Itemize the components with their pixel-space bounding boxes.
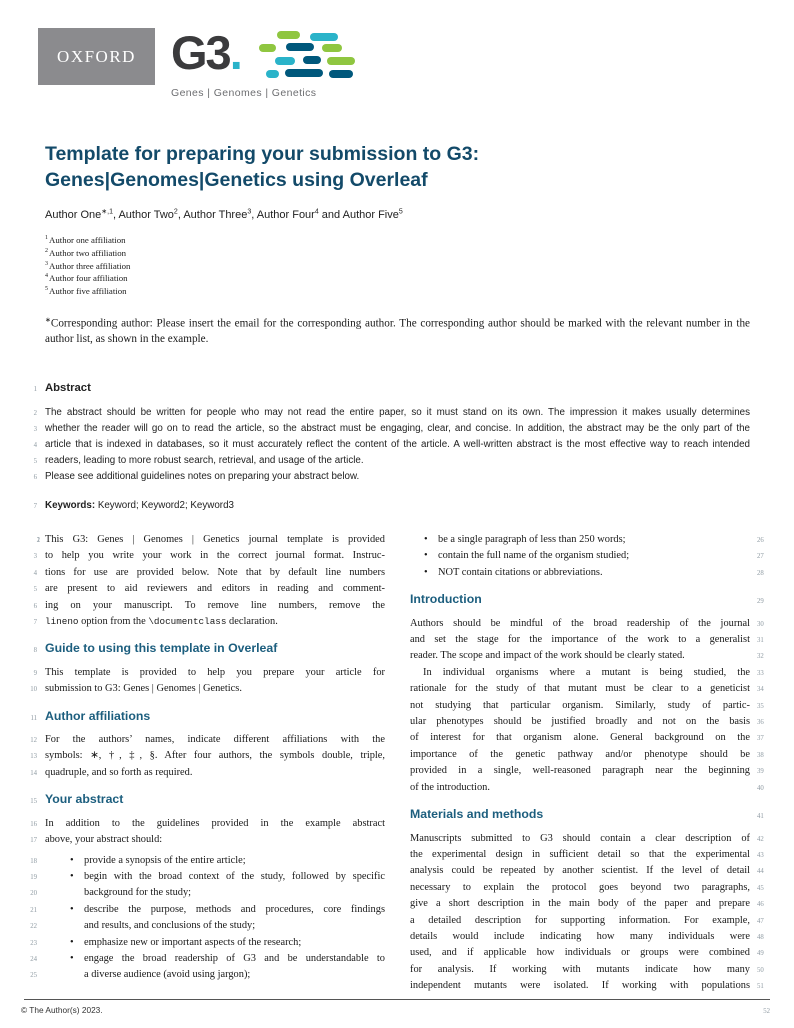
line-number: 28 (757, 569, 764, 577)
line-number: 33 (757, 669, 764, 677)
bullet-line: • NOT contain citations or abbreviations. 28 (410, 565, 770, 581)
abstract-body (24, 405, 770, 485)
line-number: 36 (757, 719, 764, 727)
text-line: 5 are present to aid reviewers and editors in reading and comment- (24, 581, 385, 597)
line-number: 46 (757, 901, 764, 909)
text-line: provided in a single, well-reasoned paragraph near the beginning 39 (410, 763, 770, 779)
text-line: 10 submission to G3: Genes | Genomes | Genetics. (24, 681, 385, 697)
section-heading: Your abstract (45, 792, 124, 807)
line-number: 3 (33, 426, 37, 433)
authors-line (45, 207, 749, 221)
line-number: 49 (757, 950, 764, 958)
line-number: 26 (757, 537, 764, 544)
line-number: 15 (30, 798, 37, 806)
g3-logo (171, 28, 357, 99)
line-number: 5 (33, 586, 37, 594)
line-number: 6 (33, 602, 37, 610)
section-heading: Author affiliations (45, 708, 151, 723)
line-number: 52 (763, 1007, 770, 1015)
section-heading-row (24, 792, 385, 809)
line-number: 50 (757, 966, 764, 974)
line-number: 7 (33, 503, 37, 510)
line-number: 12 (30, 737, 37, 745)
line-number: 18 (30, 857, 37, 865)
line-number: 39 (757, 768, 764, 776)
section-heading-row (24, 709, 385, 726)
line-number: 7 (33, 619, 37, 627)
keywords-label: Keywords: (45, 500, 96, 511)
line-number: 5 (33, 458, 37, 465)
bullet-line: 20 background for the study; (24, 885, 385, 901)
line-number: 22 (30, 923, 37, 931)
bullet-line: 21 • describe the purpose, methods and procedures, core findings (24, 902, 385, 918)
line-number: 44 (757, 868, 764, 876)
paragraph (24, 816, 385, 849)
line-number: 48 (757, 933, 764, 941)
affiliations (45, 233, 749, 298)
bullet-list (410, 532, 770, 581)
text-line: independent mutants were isolated. If working with populations 51 (410, 978, 770, 994)
text-line: importance of the genetic pathway and/or phenotype should be 38 (410, 747, 770, 763)
line-number: 2 (33, 410, 37, 417)
code-inline: \documentclass (148, 616, 227, 628)
right-column (410, 532, 770, 995)
text-line: 9 This template is provided to help you prepare your article for (24, 665, 385, 681)
line-number: 9 (33, 669, 37, 677)
copyright-text: © The Author(s) 2023. (21, 1004, 103, 1015)
line-number: 4 (33, 569, 37, 577)
affiliation-line: $^3$Author three affiliation (45, 260, 131, 271)
abstract-line: 5 readers, leading to more robust search, retrieval, and usage of the article. (24, 453, 770, 469)
text-line: Authors should be mindful of the broad readership of the journal 30 (410, 616, 770, 632)
text-line: 13 symbols: ∗, †, ‡, §. After four authors, the symbols double, triple, (24, 748, 385, 764)
line-number: 14 (30, 769, 37, 777)
code-inline: lineno (45, 616, 79, 628)
correspondence-asterisk: ∗ (45, 316, 51, 325)
affiliation-line: $^1$Author one affiliation (45, 234, 126, 245)
affiliation-line: $^2$Author two affiliation (45, 247, 127, 258)
g3-logo-text: G3. (171, 26, 241, 79)
text-line: Manuscripts submitted to G3 should contain a clear description of 42 (410, 831, 770, 847)
line-number: 47 (757, 917, 764, 925)
paragraph (24, 732, 385, 781)
line-number: 25 (30, 972, 37, 980)
bullet-line: 24 • engage the broad readership of G3 and be understandable to (24, 951, 385, 967)
body-columns (0, 532, 794, 995)
line-number: 1 (33, 386, 37, 393)
line-number: 35 (757, 702, 764, 710)
bullet-line: 18 • provide a synopsis of the entire article; (24, 853, 385, 869)
text-line: 17 above, your abstract should: (24, 832, 385, 848)
author-name: Author One$^{∗,1}$ (45, 208, 113, 221)
line-number: 19 (30, 873, 37, 881)
affiliation-line: $^5$Author five affiliation (45, 286, 127, 297)
text-line: details would include indicating how many individuals were 48 (410, 929, 770, 945)
section-heading-row (24, 641, 385, 658)
paragraph (410, 616, 770, 796)
text-line: not studying that particular organism. Similarly, study of partic- 35 (410, 698, 770, 714)
abstract-section (0, 381, 794, 514)
text-line: 12 For the authors’ names, indicate different affiliations with the (24, 732, 385, 748)
line-number: 27 (757, 553, 764, 561)
line-number: 20 (30, 890, 37, 898)
line-number: 6 (33, 474, 37, 481)
bullet-line: 23 • emphasize new or important aspects of the research; (24, 935, 385, 951)
abstract-line: 4 article that is indexed in databases, so it must accurately reflect the content of the article. A well-written abstract is the most effective way to reach intended (24, 437, 770, 453)
line-number: 41 (757, 813, 764, 821)
bullet-line: • be a single paragraph of less than 250 words; 26 (410, 532, 770, 548)
author-name: , Author Two$^2$ (112, 208, 178, 221)
text-line: 16 In addition to the guidelines provided in the example abstract (24, 816, 385, 832)
page-header (0, 0, 794, 99)
bullet-line: 19 • begin with the broad context of the study, followed by specific (24, 869, 385, 885)
text-line: 14 quadruple, and so forth as required. (24, 765, 385, 781)
paragraph (410, 831, 770, 995)
line-number: 16 (30, 820, 37, 828)
text-line: of the introduction. 40 (410, 780, 770, 796)
left-column (24, 532, 385, 995)
keywords-line (24, 498, 770, 514)
text-line: analysis could be repeated by another scientist. If the level of detail 44 (410, 863, 770, 879)
line-number: 4 (33, 442, 37, 449)
keywords-values: Keyword; Keyword2; Keyword3 (97, 500, 234, 511)
g3-logo-dot: . (229, 26, 241, 79)
line-number: 29 (757, 598, 764, 606)
bullet-line: 22 and results, and conclusions of the study; (24, 918, 385, 934)
oxford-logo-label: OXFORD (57, 46, 136, 66)
bullet-line: • contain the full name of the organism studied; 27 (410, 548, 770, 564)
line-number: 45 (757, 884, 764, 892)
paragraph (24, 665, 385, 698)
paper-title-line1: Template for preparing your submission to G3: (45, 143, 480, 165)
text-line: 7 lineno option from the \documentclass declaration. (24, 614, 385, 630)
text-line: the experimental design in sufficient detail so that the experimental 43 (410, 847, 770, 863)
line-number: 38 (757, 751, 764, 759)
line-number: 11 (30, 714, 37, 722)
line-number: 17 (30, 837, 37, 845)
line-number: 43 (757, 851, 764, 859)
text-line: necessary to explain the protocol goes beyond two paragraphs, 45 (410, 880, 770, 896)
bullet-list (24, 853, 385, 984)
correspondence-note: ∗Corresponding author: Please insert the email for the corresponding author. The corresponding author should be marked with the relevant number in the author list, as shown in the example. (45, 316, 750, 345)
text-line: 4 tions for use are provided below. Note that by default line numbers (24, 565, 385, 581)
text-line: a detailed description for supporting information. For example, 47 (410, 913, 770, 929)
section-heading-row (410, 807, 770, 824)
text-line: give a short description in the main body of the paper and prepare 46 (410, 896, 770, 912)
paragraph (24, 532, 385, 614)
section-heading: Introduction (410, 592, 482, 607)
footer-rule (24, 999, 770, 1000)
footer (0, 1005, 794, 1015)
line-number: 34 (757, 686, 764, 694)
abstract-line: 3 whether the reader will go on to read the article, so the abstract must be engaging, clear, and concise. In addition, the abstract may be the only part of the (24, 421, 770, 437)
line-number: 13 (30, 753, 37, 761)
text-line: for analysis. If working with mutants indicate how many 50 (410, 962, 770, 978)
section-heading-row (410, 592, 770, 609)
line-number: 3 (33, 553, 37, 561)
abstract-line: 2 The abstract should be written for people who may not read the entire paper, so it must stand on its own. The impression it makes usually determines (24, 405, 770, 421)
line-number: 8 (33, 647, 37, 655)
bullet-line: 25 a diverse audience (avoid using jargon); (24, 967, 385, 983)
text-line: reader. The scope and impact of the work should be clearly stated. 32 (410, 648, 770, 664)
text-line: 6 ing on your manuscript. To remove line numbers, remove the (24, 598, 385, 614)
text-line: used, and if applicable how individuals or groups were combined 49 (410, 945, 770, 961)
line-number: 31 (757, 637, 764, 645)
text-line: of interest for that organism alone. General background on the 37 (410, 730, 770, 746)
text-line: 3 to help you write your work in the correct journal format. Instruc- (24, 548, 385, 564)
line-number: 21 (30, 906, 37, 914)
line-number: 37 (757, 735, 764, 743)
paper-title (45, 141, 749, 193)
text-line: In individual organisms where a mutant is being studied, the 33 (410, 665, 770, 681)
author-name: , Author Four$^4$ (251, 208, 319, 221)
line-number: 30 (757, 620, 764, 628)
line-number: 10 (30, 686, 37, 694)
affiliation-line: $^4$Author four affiliation (45, 273, 128, 284)
line-number (24, 533, 37, 548)
text-line: rationale for the study of that mutant must be clear to a geneticist 34 (410, 681, 770, 697)
oxford-logo (38, 28, 155, 85)
text-line: and set the stage for the importance of the work to a generalist 31 (410, 632, 770, 648)
text-line: ular phenotypes should be justified broadly and not on the basis 36 (410, 714, 770, 730)
paper-title-line2: Genes|Genomes|Genetics using Overleaf (45, 169, 428, 191)
section-heading: Materials and methods (410, 807, 544, 822)
line-number: 51 (757, 983, 764, 991)
section-heading: Guide to using this template in Overleaf (45, 641, 278, 656)
abstract-heading: Abstract (45, 382, 91, 394)
abstract-line: 6 Please see additional guidelines notes on preparing your abstract below. (24, 469, 770, 485)
line-number: 42 (757, 835, 764, 843)
line-number: 32 (757, 653, 764, 661)
line-number: 40 (757, 784, 764, 792)
line-number: 23 (30, 939, 37, 947)
text-line: This G3: Genes | Genomes | Genetics journal template is provided (24, 532, 385, 548)
abstract-heading-row (24, 381, 770, 397)
author-name: , Author Three$^3$ (177, 208, 252, 221)
g3-pills-art (253, 30, 357, 84)
journal-tagline: Genes | Genomes | Genetics (171, 87, 317, 99)
line-number: 24 (30, 955, 37, 963)
author-name: and Author Five$^5$ (318, 208, 403, 221)
